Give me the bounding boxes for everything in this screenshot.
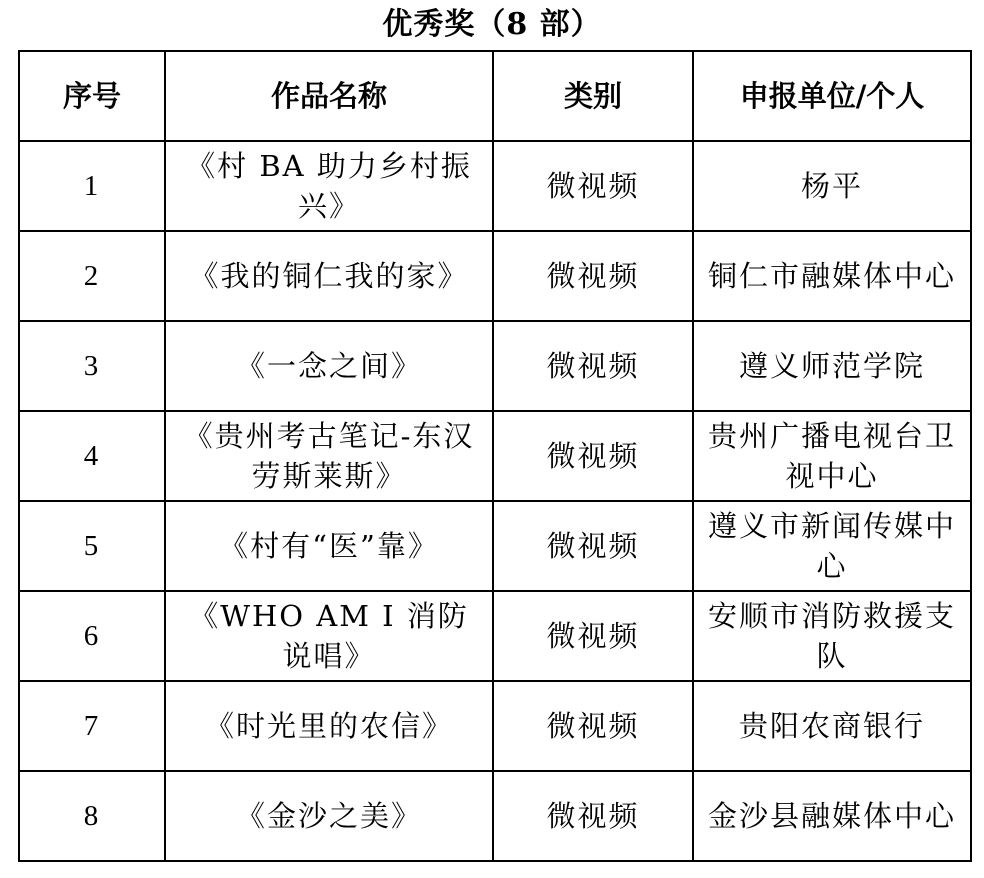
row-work-name: 《时光里的农信》 [165,681,493,771]
row-work-name: 《村有“医”靠》 [165,501,493,591]
table-row [19,411,971,501]
row-applicant: 杨平 [693,141,971,231]
header-work-name: 作品名称 [165,51,493,141]
row-category: 微视频 [493,141,693,231]
row-number: 8 [19,771,165,861]
row-applicant: 安顺市消防救援支队 [693,591,971,681]
row-category: 微视频 [493,231,693,321]
row-category: 微视频 [493,501,693,591]
row-work-name: 《金沙之美》 [165,771,493,861]
row-number: 7 [19,681,165,771]
row-work-name: 《村 BA 助力乡村振兴》 [165,141,493,231]
row-number: 1 [19,141,165,231]
row-category: 微视频 [493,321,693,411]
header-category: 类别 [493,51,693,141]
table-row [19,141,971,231]
row-category: 微视频 [493,771,693,861]
page-title: 优秀奖（8 部） [382,7,602,42]
table-row [19,231,971,321]
row-applicant: 铜仁市融媒体中心 [693,231,971,321]
row-number: 5 [19,501,165,591]
row-number: 3 [19,321,165,411]
row-applicant: 遵义师范学院 [693,321,971,411]
table-row [19,681,971,771]
row-category: 微视频 [493,591,693,681]
award-table [18,50,972,862]
row-category: 微视频 [493,411,693,501]
header-number: 序号 [19,51,165,141]
row-applicant: 遵义市新闻传媒中心 [693,501,971,591]
row-number: 6 [19,591,165,681]
row-work-name: 《贵州考古笔记-东汉劳斯莱斯》 [165,411,493,501]
header-applicant: 申报单位/个人 [693,51,971,141]
row-number: 2 [19,231,165,321]
table-row [19,501,971,591]
row-applicant: 贵阳农商银行 [693,681,971,771]
row-category: 微视频 [493,681,693,771]
table-row [19,321,971,411]
table-row [19,591,971,681]
row-work-name: 《一念之间》 [165,321,493,411]
row-number: 4 [19,411,165,501]
table-row [19,771,971,861]
row-applicant: 金沙县融媒体中心 [693,771,971,861]
row-applicant: 贵州广播电视台卫视中心 [693,411,971,501]
row-work-name: 《我的铜仁我的家》 [165,231,493,321]
row-work-name: 《WHO AM I 消防说唱》 [165,591,493,681]
table-header-row [19,51,971,141]
